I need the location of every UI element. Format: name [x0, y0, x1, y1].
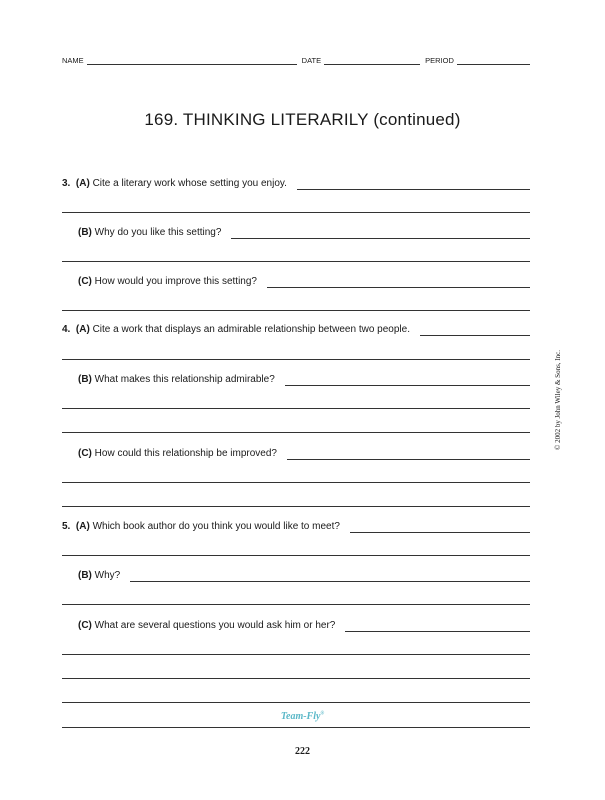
- question-text: What makes this relationship admirable?: [94, 374, 275, 385]
- answer-line[interactable]: [267, 276, 530, 288]
- question-part: (A): [75, 178, 90, 189]
- answer-line[interactable]: [345, 620, 530, 632]
- team-fly-watermark: [0, 711, 605, 722]
- answer-line[interactable]: [285, 374, 530, 386]
- registered-mark: ®: [320, 711, 325, 717]
- answer-line[interactable]: [62, 359, 530, 360]
- question-number: 3.: [62, 178, 71, 189]
- date-blank[interactable]: [324, 55, 420, 65]
- answer-line[interactable]: [62, 604, 530, 605]
- question-text: Why?: [94, 570, 121, 581]
- date-label: DATE: [301, 56, 322, 65]
- question-text: How could this relationship be improved?: [94, 448, 277, 459]
- question-3c: [78, 274, 530, 288]
- question-text: How would you improve this setting?: [94, 276, 257, 287]
- question-4b: [78, 372, 530, 386]
- name-label: NAME: [62, 56, 84, 65]
- answer-line[interactable]: [62, 408, 530, 409]
- answer-line[interactable]: [62, 654, 530, 655]
- question-part: (C): [78, 448, 92, 459]
- answer-line[interactable]: [62, 506, 530, 507]
- question-4a: [62, 322, 530, 336]
- answer-line[interactable]: [62, 261, 530, 262]
- question-5b: [78, 568, 530, 582]
- period-label: PERIOD: [425, 56, 454, 65]
- question-part: (A): [75, 324, 90, 335]
- page-title: 169. THINKING LITERARILY (continued): [144, 110, 461, 129]
- question-4c: [78, 446, 530, 460]
- question-part: (A): [75, 521, 90, 532]
- question-number: 5.: [62, 521, 71, 532]
- answer-line[interactable]: [231, 227, 530, 239]
- question-number: 4.: [62, 324, 71, 335]
- question-5c: [78, 618, 530, 632]
- answer-line[interactable]: [350, 521, 530, 533]
- answer-line[interactable]: [62, 555, 530, 556]
- answer-line[interactable]: [62, 212, 530, 213]
- period-blank[interactable]: [457, 55, 530, 65]
- question-text: What are several questions you would ask him or her?: [94, 620, 336, 631]
- answer-line[interactable]: [62, 702, 530, 703]
- question-text: Cite a literary work whose setting you enjoy.: [92, 178, 287, 189]
- question-text: Why do you like this setting?: [94, 227, 222, 238]
- question-5a: [62, 519, 530, 533]
- question-text: Cite a work that displays an admirable relationship between two people.: [92, 324, 410, 335]
- question-3a: [62, 176, 530, 190]
- answer-line[interactable]: [130, 570, 530, 582]
- answer-line[interactable]: [62, 727, 530, 728]
- watermark-text: Team-Fly: [280, 711, 321, 722]
- name-blank[interactable]: [87, 55, 297, 65]
- question-3b: [78, 225, 530, 239]
- question-part: (B): [78, 570, 92, 581]
- question-part: (C): [78, 276, 92, 287]
- question-part: (B): [78, 227, 92, 238]
- answer-line[interactable]: [420, 324, 530, 336]
- header-fields: [62, 53, 530, 65]
- question-text: Which book author do you think you would like to meet?: [92, 521, 340, 532]
- answer-line[interactable]: [287, 448, 530, 460]
- answer-line[interactable]: [62, 432, 530, 433]
- answer-line[interactable]: [62, 482, 530, 483]
- question-part: (B): [78, 374, 92, 385]
- answer-line[interactable]: [297, 178, 530, 190]
- answer-line[interactable]: [62, 310, 530, 311]
- answer-line[interactable]: [62, 678, 530, 679]
- page-number: 222: [295, 746, 310, 757]
- question-part: (C): [78, 620, 92, 631]
- copyright-notice: © 2002 by John Wiley & Sons, Inc.: [554, 350, 562, 450]
